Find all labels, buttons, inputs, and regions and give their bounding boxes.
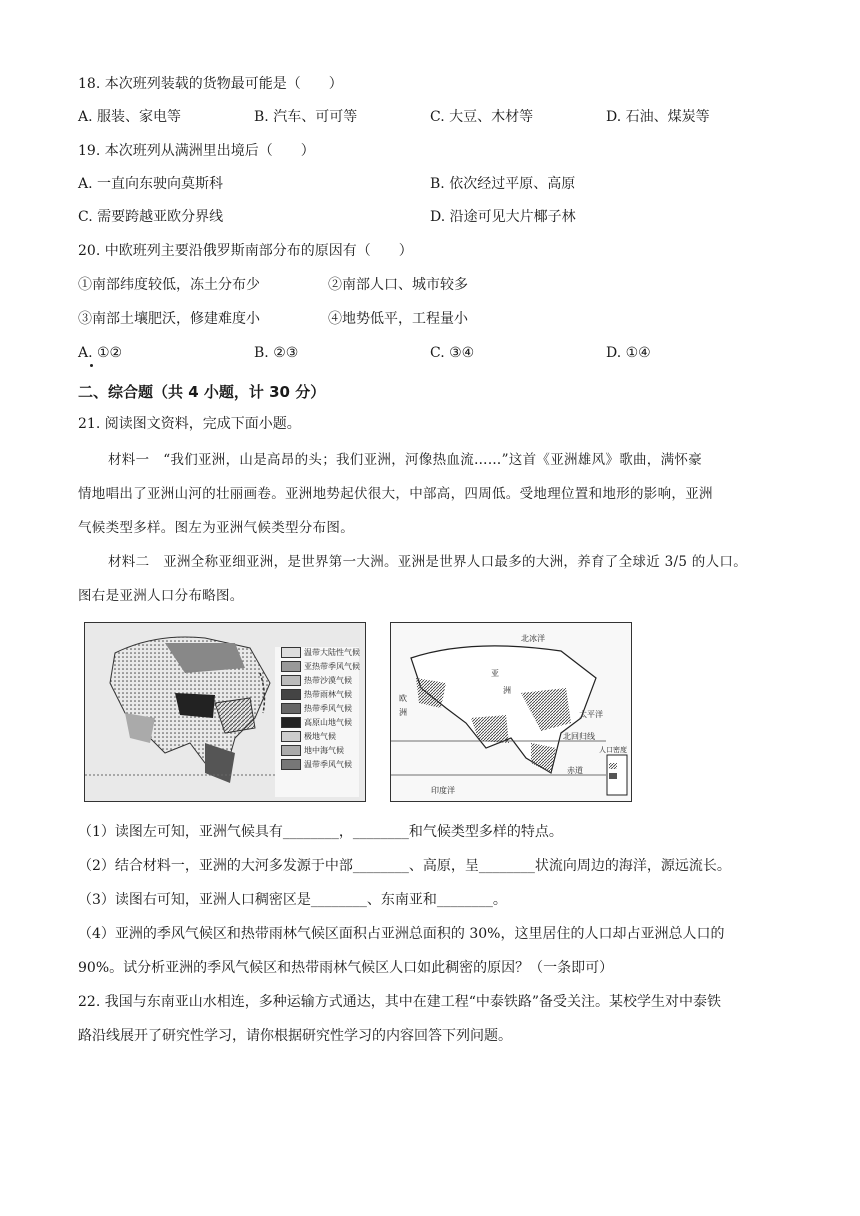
legend-label-4: 热带雨林气候: [304, 690, 352, 699]
material2-line1: 材料二 亚洲全称亚细亚洲，是世界第一大洲。亚洲是世界人口最多的大洲，养育了全球近 3/5 的人口。: [108, 554, 748, 570]
legend-item-4: [281, 689, 352, 700]
q18-stem: 18. 本次班列装载的货物最可能是（ ）: [78, 76, 343, 92]
material1-line2: 情地唱出了亚洲山河的壮丽画卷。亚洲地势起伏很大，中部高，四周低。受地理位置和地形的影响，亚洲: [78, 486, 713, 502]
legend-label-5: 热带季风气候: [304, 704, 352, 713]
legend-label-8: 地中海气候: [304, 746, 344, 755]
q20-option-b: B. ②③: [254, 345, 299, 361]
legend-swatch-5: [281, 703, 301, 714]
q19-stem: 19. 本次班列从满洲里出境后（ ）: [78, 143, 315, 159]
legend-swatch-7: [281, 731, 301, 742]
legend-swatch-9: [281, 759, 301, 770]
legend-label-7: 极地气候: [304, 732, 336, 741]
legend-label-3: 热带沙漠气候: [304, 676, 352, 685]
q21-sub1: （1）读图左可知，亚洲气候具有________，________和气候类型多样的特点。: [78, 824, 563, 840]
q19-option-b: B. 依次经过平原、高原: [430, 176, 576, 192]
legend-swatch-3: [281, 675, 301, 686]
material1-line1: 材料一 “我们亚洲，山是高昂的头；我们亚洲，河像热血流……”这首《亚洲雄风》歌曲，满怀豪: [108, 452, 703, 468]
legend-item-5: [281, 703, 352, 714]
q20-stem: 20. 中欧班列主要沿俄罗斯南部分布的原因有（ ）: [78, 243, 413, 259]
q18-option-a: A. 服装、家电等: [78, 109, 182, 125]
label-pacific-ocean: 太平洋: [579, 710, 603, 719]
label-equator: 赤道: [567, 766, 583, 775]
q21-sub2: （2）结合材料一，亚洲的大河多发源于中部________、高原，呈________状流向周边的海洋，源远流长。: [78, 858, 731, 874]
q20-option-d: D. ①④: [606, 345, 651, 361]
legend-item-7: [281, 731, 336, 742]
label-arctic-ocean: 北冰洋: [521, 634, 545, 643]
material1-line3: 气候类型多样。图左为亚洲气候类型分布图。: [78, 520, 354, 536]
label-zhou-asia: 洲: [503, 686, 511, 695]
q19-option-d: D. 沿途可见大片椰子林: [430, 209, 576, 225]
label-indian-ocean: 印度洋: [431, 786, 455, 795]
legend-swatch-2: [281, 661, 301, 672]
label-ya: 亚: [491, 669, 499, 678]
label-tropic-of-cancer: 北回归线: [563, 732, 595, 741]
asia-population-map: [390, 622, 632, 802]
q18-option-c: C. 大豆、木材等: [430, 109, 534, 125]
material2-line2: 图右是亚洲人口分布略图。: [78, 588, 244, 604]
q18-option-b: B. 汽车、可可等: [254, 109, 358, 125]
legend-label-2: 亚热带季风气候: [304, 662, 360, 671]
q21-sub3: （3）读图右可知，亚洲人口稠密区是________、东南亚和________。: [78, 892, 507, 908]
q22-line2: 路沿线展开了研究性学习，请你根据研究性学习的内容回答下列问题。: [78, 1028, 512, 1044]
q20-statement-1: ①南部纬度较低，冻土分布少: [78, 277, 260, 293]
legend-item-1: [281, 647, 360, 658]
q20-statement-3: ③南部土壤肥沃，修建难度小: [78, 311, 260, 327]
label-zhou-europe: 洲: [399, 708, 407, 717]
legend-label-6: 高原山地气候: [304, 718, 352, 727]
q20-statement-2: ②南部人口、城市较多: [328, 277, 468, 293]
legend-item-2: [281, 661, 360, 672]
q21-stem: 21. 阅读图文资料，完成下面小题。: [78, 416, 301, 432]
stray-dot: [90, 364, 93, 367]
legend-swatch-6: [281, 717, 301, 728]
legend-label-1: 温带大陆性气候: [304, 648, 360, 657]
q20-option-c: C. ③④: [430, 345, 475, 361]
legend-swatch-1: [281, 647, 301, 658]
asia-climate-map: [84, 622, 366, 802]
q22-line1: 22. 我国与东南亚山水相连，多种运输方式通达，其中在建工程“中泰铁路”备受关注。某校学生对中泰铁: [78, 994, 722, 1010]
legend-item-8: [281, 745, 344, 756]
q20-option-a: A. ①②: [78, 345, 123, 361]
q19-option-c: C. 需要跨越亚欧分界线: [78, 209, 224, 225]
legend-item-6: [281, 717, 352, 728]
q20-statement-4: ④地势低平，工程量小: [328, 311, 468, 327]
legend-item-9: [281, 759, 352, 770]
q21-sub4-line2: 90%。试分析亚洲的季风气候区和热带雨林气候区人口如此稠密的原因？（一条即可）: [78, 960, 614, 976]
q19-option-a: A. 一直向东驶向莫斯科: [78, 176, 224, 192]
legend-label-9: 温带季风气候: [304, 760, 352, 769]
legend-item-3: [281, 675, 352, 686]
label-population-density: 人口密度: [599, 746, 627, 754]
legend-swatch-4: [281, 689, 301, 700]
q21-sub4-line1: （4）亚洲的季风气候区和热带雨林气候区面积占亚洲总面积的 30%，这里居住的人口却占亚洲总人口的: [78, 926, 725, 942]
climate-legend: [275, 647, 359, 797]
q18-option-d: D. 石油、煤炭等: [606, 109, 710, 125]
section-title: 二、综合题（共 4 小题，计 30 分）: [78, 383, 326, 401]
label-ou: 欧: [399, 694, 407, 703]
legend-swatch-8: [281, 745, 301, 756]
